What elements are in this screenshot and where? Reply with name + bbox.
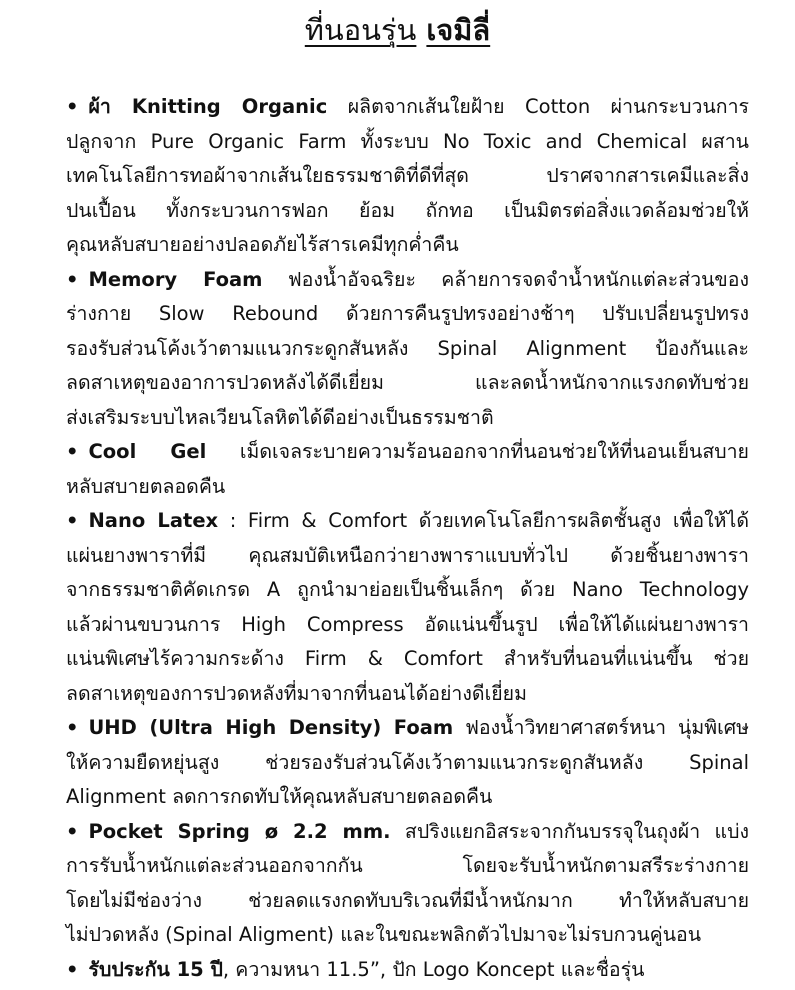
feature-text: : Firm & Comfort ด้วยเทคโนโลยีการผลิตชั้นสูง เพื่อให้ได้ <box>218 509 749 532</box>
title-main: ที่นอนรุ่น <box>304 13 417 47</box>
feature-item-pocket-spring <box>66 815 749 953</box>
feature-item-uhd-foam <box>66 711 749 815</box>
bullet-icon: • <box>66 716 79 739</box>
feature-text: แล้วผ่านขบวนการ High Compress อัดแน่นขึ้นรูป เพื่อให้ได้แผ่นยางพารา <box>66 612 749 636</box>
bullet-icon: • <box>66 509 79 532</box>
feature-text: แน่นพิเศษไร้ความกระด้าง Firm & Comfort สำหรับที่นอนที่แน่นขึ้น ช่วย <box>66 647 749 670</box>
feature-text: ส่งเสริมระบบไหลเวียนโลหิตได้ดีอย่างเป็นธรรมชาติ <box>66 405 494 429</box>
feature-text: เทคโนโลยีการทอผ้าจากเส้นใยธรรมชาติที่ดีที่สุด ปราศจากสารเคมีและสิ่ง <box>66 164 749 187</box>
bullet-icon: • <box>66 440 79 463</box>
feature-item-cool-gel <box>66 435 749 504</box>
feature-text: คุณหลับสบายอย่างปลอดภัยไร้สารเคมีทุกค่ำคืน <box>66 233 459 256</box>
feature-text: ผลิตจากเส้นใยฝ้าย Cotton ผ่านกระบวนการ <box>327 95 750 118</box>
feature-name: รับประกัน 15 ปี <box>88 957 223 981</box>
title-model-name: เจมิลี่ <box>426 13 491 47</box>
feature-name: Memory Foam <box>88 267 263 291</box>
feature-item-warranty <box>66 953 749 988</box>
bullet-icon: • <box>66 957 79 981</box>
feature-name: Cool Gel <box>88 440 207 463</box>
feature-text: เม็ดเจลระบายความร้อนออกจากที่นอนช่วยให้ที่นอนเย็นสบาย <box>206 440 749 463</box>
feature-text: Alignment ลดการกดทับให้คุณหลับสบายตลอดคืน <box>66 785 493 808</box>
feature-text: ให้ความยืดหยุ่นสูง ช่วยรองรับส่วนโค้งเว้าตามแนวกระดูกสันหลัง Spinal <box>66 750 749 774</box>
feature-name: ผ้า Knitting Organic <box>88 95 328 118</box>
feature-item-nano-latex <box>66 504 749 711</box>
page-title <box>0 10 795 50</box>
feature-text: หลับสบายตลอดคืน <box>66 474 226 498</box>
feature-text: โดยไม่มีช่องว่าง ช่วยลดแรงกดทับบริเวณที่มีน้ำหนักมาก ทำให้หลับสบาย <box>66 888 749 912</box>
feature-text: แผ่นยางพาราที่มี คุณสมบัติเหนือกว่ายางพาราแบบทั่วไป ด้วยชิ้นยางพารา <box>66 543 749 567</box>
feature-text: การรับน้ำหนักแต่ละส่วนออกจากกัน โดยจะรับน้ำหนักตามสรีระร่างกาย <box>66 854 749 877</box>
feature-text: ลดสาเหตุของการปวดหลังที่มาจากที่นอนได้อย่างดีเยี่ยม <box>66 681 527 705</box>
feature-text: จากธรรมชาติคัดเกรด A ถูกนำมาย่อยเป็นชิ้นเล็กๆ ด้วย Nano Technology <box>66 578 749 601</box>
feature-name: Pocket Spring ø 2.2 mm. <box>88 819 391 843</box>
feature-text: สปริงแยกอิสระจากกันบรรจุในถุงผ้า แบ่ง <box>390 819 749 843</box>
feature-text: ฟองน้ำวิทยาศาสตร์หนา นุ่มพิเศษ <box>453 716 749 739</box>
bullet-icon: • <box>66 267 79 291</box>
feature-text: ร่างกาย Slow Rebound ด้วยการคืนรูปทรงอย่างช้าๆ ปรับเปลี่ยนรูปทรง <box>66 302 749 325</box>
feature-list <box>66 90 749 987</box>
bullet-icon: • <box>66 819 79 843</box>
feature-text: ไม่ปวดหลัง (Spinal Aligment) และในขณะพลิกตัวไปมาจะไม่รบกวนคู่นอน <box>66 923 702 946</box>
feature-text: ฟองน้ำอัจฉริยะ คล้ายการจดจำน้ำหนักแต่ละส่วนของ <box>262 267 749 291</box>
feature-name: UHD (Ultra High Density) Foam <box>88 716 454 739</box>
feature-text: ปลูกจาก Pure Organic Farm ทั้งระบบ No Toxic and Chemical ผสาน <box>66 129 749 153</box>
feature-text: , ความหนา 11.5”, ปัก Logo Koncept และชื่อรุ่น <box>222 957 645 981</box>
feature-text: ปนเปื้อน ทั้งกระบวนการฟอก ย้อม ถักทอ เป็นมิตรต่อสิ่งแวดล้อมช่วยให้ <box>66 198 749 222</box>
feature-name: Nano Latex <box>88 509 219 532</box>
feature-text: รองรับส่วนโค้งเว้าตามแนวกระดูกสันหลัง Spinal Alignment ป้องกันและ <box>66 336 749 360</box>
bullet-icon: • <box>66 95 79 118</box>
feature-item-memory-foam <box>66 263 749 436</box>
feature-item-knitting-organic <box>66 90 749 263</box>
feature-text: ลดสาเหตุของอาการปวดหลังได้ดีเยี่ยม และลดน้ำหนักจากแรงกดทับช่วย <box>66 371 749 394</box>
